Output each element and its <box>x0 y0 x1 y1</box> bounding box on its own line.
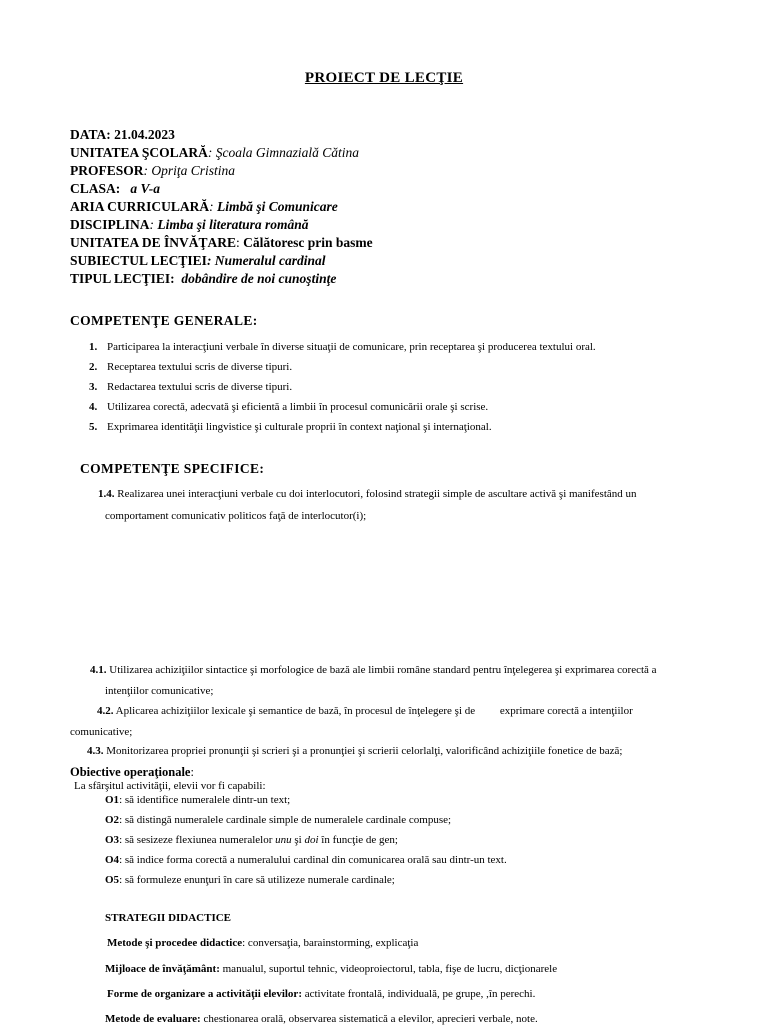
strategy-methods: Metode şi procedee didactice: conversaţia, barainstorming, explicaţia <box>107 937 419 949</box>
meta-discipline: DISCIPLINA: Limba şi literatura română <box>70 217 309 232</box>
objective-o3: O3: să sesizeze flexiunea numeralelor unu şi doi în funcţie de gen; <box>105 834 398 846</box>
competence-4-1-line1: 4.1. Utilizarea achiziţiilor sintactice şi morfologice de bază ale limbii române standard pentru înţelegerea şi exprimarea corectă a <box>90 664 657 676</box>
competence-4-2-line1: 4.2. Aplicarea achiziţiilor lexicale şi semantice de bază, în procesul de înţelegere şi de exprimare corectă a intenţiilor <box>97 705 633 717</box>
competence-4-1-line2: intenţiilor comunicative; <box>105 685 214 697</box>
objectives-heading: Obiective operaţionale: <box>70 765 194 779</box>
strategies-heading: STRATEGII DIDACTICE <box>105 912 232 924</box>
meta-curricular-area: ARIA CURRICULARĂ: Limbă şi Comunicare <box>70 199 338 214</box>
objective-o4: O4: să indice forma corectă a numeralului cardinal din comunicarea orală sau dintr-un text. <box>105 854 507 866</box>
competence-1-4-line1: 1.4. Realizarea unei interacţiuni verbale cu doi interlocutori, folosind strategii simple de ascultare activă şi manifestând un <box>98 488 637 500</box>
specific-competences-heading: COMPETENŢE SPECIFICE: <box>80 461 265 476</box>
meta-learning-unit: UNITATEA DE ÎNVĂŢARE: Călătoresc prin basme <box>70 235 373 250</box>
meta-lesson-type: TIPUL LECŢIEI: dobândire de noi cunoştinţe <box>70 271 337 286</box>
objective-o2: O2: să distingă numeralele cardinale simple de numeralele cardinale compuse; <box>105 814 452 826</box>
competence-1-4-line2: comportament comunicativ politicos faţă de interlocutor(i); <box>105 510 367 522</box>
meta-school: UNITATEA ŞCOLARĂ: Şcoala Gimnazială Cătina <box>70 145 360 160</box>
objectives-intro: La sfârşitul activităţii, elevii vor fi capabili: <box>74 780 266 792</box>
competence-4-3: 4.3. Monitorizarea propriei pronunţii şi scrieri şi a pronunţiei şi scrierii celorlalţi, valorificând achiziţiile fonetice de bază; <box>87 745 623 757</box>
meta-lesson-subject: SUBIECTUL LECŢIEI: Numeralul cardinal <box>70 253 326 268</box>
objective-o5: O5: să formuleze enunţuri în care să utilizeze numerale cardinale; <box>105 874 395 886</box>
general-competences-heading: COMPETENŢE GENERALE: <box>70 313 258 328</box>
meta-teacher: PROFESOR: Opriţa Cristina <box>70 163 236 178</box>
page-title: PROIECT DE LECŢIE <box>304 70 464 86</box>
strategy-evaluation: Metode de evaluare: chestionarea orală, observarea sistematică a elevilor, aprecieri verbale, note. <box>105 1013 538 1025</box>
objective-o1: O1: să identifice numeralele dintr-un text; <box>105 794 291 806</box>
strategy-forms: Forme de organizare a activităţii elevilor: activitate frontală, individuală, pe grupe, ,în perechi. <box>107 988 536 1000</box>
strategy-means: Mijloace de învăţământ: manualul, suportul tehnic, videoproiectorul, tabla, fişe de lucru, dicţionarele <box>105 963 558 975</box>
meta-date: DATA: 21.04.2023 <box>70 127 175 142</box>
meta-class: CLASA: a V-a <box>70 181 161 196</box>
competence-4-2-line2: comunicative; <box>70 726 133 738</box>
